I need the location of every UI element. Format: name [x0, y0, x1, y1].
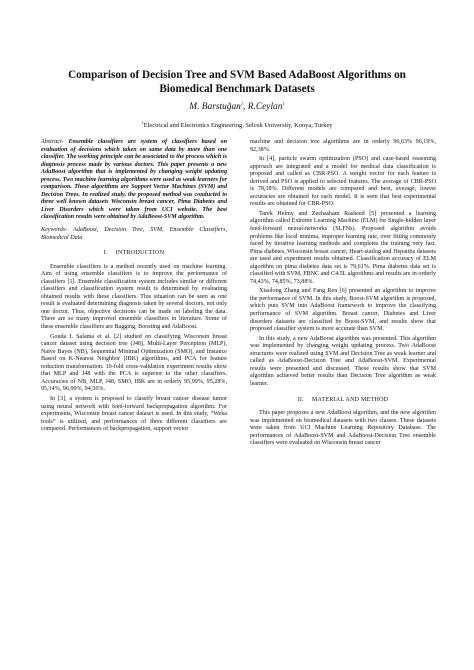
affiliation-mark: 1 [141, 119, 144, 125]
author-name: M. Barstuğan [189, 102, 241, 112]
author-affiliation-mark: 1 [240, 100, 244, 106]
section-title-initial: M [311, 396, 318, 403]
body-paragraph: In [3], a system is proposed to classify breast cancer disease tumor using neural network with feed-forward backpropagation algorithm. For experiments, Wisconsin breast cancer dataset is used. In this study, “Weka tools” is utilized, and performances of three different classifiers are compared. Performances of backpropagation, support vector [41, 395, 227, 433]
abstract [41, 139, 227, 222]
section-title-initial: M [361, 396, 367, 403]
right-column [250, 139, 436, 450]
section-number: II. [297, 396, 304, 403]
section-title-rest: ETHOD [366, 396, 389, 403]
section-number: I. [103, 250, 108, 257]
body-paragraph: Tarek Helmy and Zeehasham Rasheed [5] presented a learning algorithm called Extreme Learning Machine (ELM) for Single-hidden layer feed-forward neural-networks (SLFNs). Proposed algorithm avoids problems like local minima, improper learning rate, over fitting commonly faced by iterative learning methods and completes the training very fast. Pima diabetes, Wisconsin breast cancer, Heart-statlog and Hepatitis datasets are used and experiment results obtained. Classification accuracy of ELM algorithm on pima diabetes data set is 79,61%. Pima diabetes data set is classified with SVM, FBNC and C4.5L algorithms and results are in orderly 74,43%, 74,85%, 73,88%. [250, 210, 436, 285]
section-title-initial: I [115, 250, 118, 257]
body-paragraph: machine and decision tree algorithms are in orderly 96,63% 96,19%, 92,38%. [250, 139, 436, 153]
abstract-text: Ensemble classifiers are system of classifiers based on evaluation of decisions which taken on same data by more than one classifier. The working principle can be associated to the process which is diagnosis process made by various doctors. This paper presents a new AdaBoost algorithm that is implemented by changing weight updating process. Two machine learning algorithms were used as weak learners for comparison. These algorithms are Support Vector Machines (SVM) and Decision Trees. In realized study, the proposed method was conducted to three well known datasets Wisconsin breast cancer, Pima Diabetes and Liver Disorders which were taken from UCI website. The best classification results were obtained by AdaBoost-SVM algorithm. [41, 139, 227, 221]
left-column [41, 139, 227, 436]
paper-title-line1: Comparison of Decision Tree and SVM Based AdaBoost Algorithms on [68, 69, 406, 81]
paper-affiliation [20, 119, 454, 129]
abstract-lead: Abstract- [41, 139, 69, 145]
section-title-rest: ATERIAL AND [317, 396, 361, 403]
body-paragraph: Gouda I. Salama et al. [2] studied on classifying Wisconsin breast cancer dataset using decision tree (J48), Multi-Layer Perception (MLP), Naive Bayes (NB), Sequential Minimal Optimization (SMO), and Instance Based on K-Nearest Neighbor (IBK) algorithms, and PCA for feature reduction transformation. 10-fold cross-validation experiment results show that MLP and J48 with the PCA is superior to the other classifiers. Accuracies of NB, MLP, J48, SMO, IBK are in orderly 95,99%, 95,28%, 95,14%, 96,99%, 94,56%. [41, 333, 227, 393]
section-heading-introduction [41, 250, 227, 258]
body-paragraph: In [4], particle swarm optimization (PSO) and case-based reasoning approach are integrated and a model for medical data classification is proposed and called as CBR-PSO. A weight vector for each feature is derived and PSO is applied to selected features. The average of CBR-PSO is 78,18%. Different models are compared and best, average, lowest accuracies are obtained for each model. It is seen that best experimental results are obtained for CBR-PSO. [250, 156, 436, 208]
body-paragraph: Ensemble classifiers is a method recently used on machine learning. Aim of using ensemble classifiers is to improve the performance of classifiers [1]. Ensemble classification system includes similar or different classifiers and classification system result is determined by evaluating obtained results with these classifiers. This situation can be seen as one result is evaluated determining diagnosis taken by several doctors, not only one doctor. Thus, objective decisions can be made on labeling the data. There are so many improved ensemble classifiers in literature. Some of these ensemble classifiers are Bagging, Boosting and AdaBoost. [41, 263, 227, 331]
body-paragraph: In this study, a new AdaBoost algorithm was presented. This algorithm was implemented by changing weight updating process. Two AdaBoost structures were realized using SVM and Decision Tree as weak learner and called as AdaBoost-Decision Tree and AdaBoost-SVM. Experimental results were presented and discussed. These results show that SVM algorithm achieved better results than Decision Tree algorithm as weak learner. [250, 335, 436, 387]
affiliation-text: Electrical and Electronics Engineering, Selcuk University, Konya, Turkey [143, 122, 333, 129]
paper-title-line2: Biomedical Benchmark Datasets [159, 83, 315, 95]
keywords: Keywords- AdaBoost, Decision Tree, SVM, Ensemble Classifiers, Biomedical Data [41, 227, 227, 241]
paper-authors [20, 102, 454, 112]
author-name: R.Ceylan [247, 102, 283, 112]
author-separator: , [243, 102, 248, 112]
section-title-rest: NTRODUCTION [117, 250, 165, 257]
section-heading-material-method [250, 397, 436, 405]
paper-title [20, 68, 454, 96]
body-paragraph: Xiaolong Zhang and Fang Ren [6] presented an algorithm to improve the performance of SVM. In this study, Boost-SVM algorithm is proposed, which puts SVM into AdaBoost framework to improve the classifying performance of SVM algorithm. Breast cancer, Diabetes and Liver disorders datasets are classified by Boost-SVM, and results show that proposed classifier system is more accurate than SVM. [250, 288, 436, 333]
body-paragraph: This paper proposes a new AdaBoost algorithm, and the new algorithm was implemented on biomedical datasets with two classes. These datasets were taken from UCI Machine Learning Repository Database. The performances of AdaBoost-SVM and AdaBoost-Decision Tree ensemble classifiers were evaluated on Wisconsin breast cancer [250, 410, 436, 447]
author-affiliation-mark: 1 [282, 100, 285, 106]
